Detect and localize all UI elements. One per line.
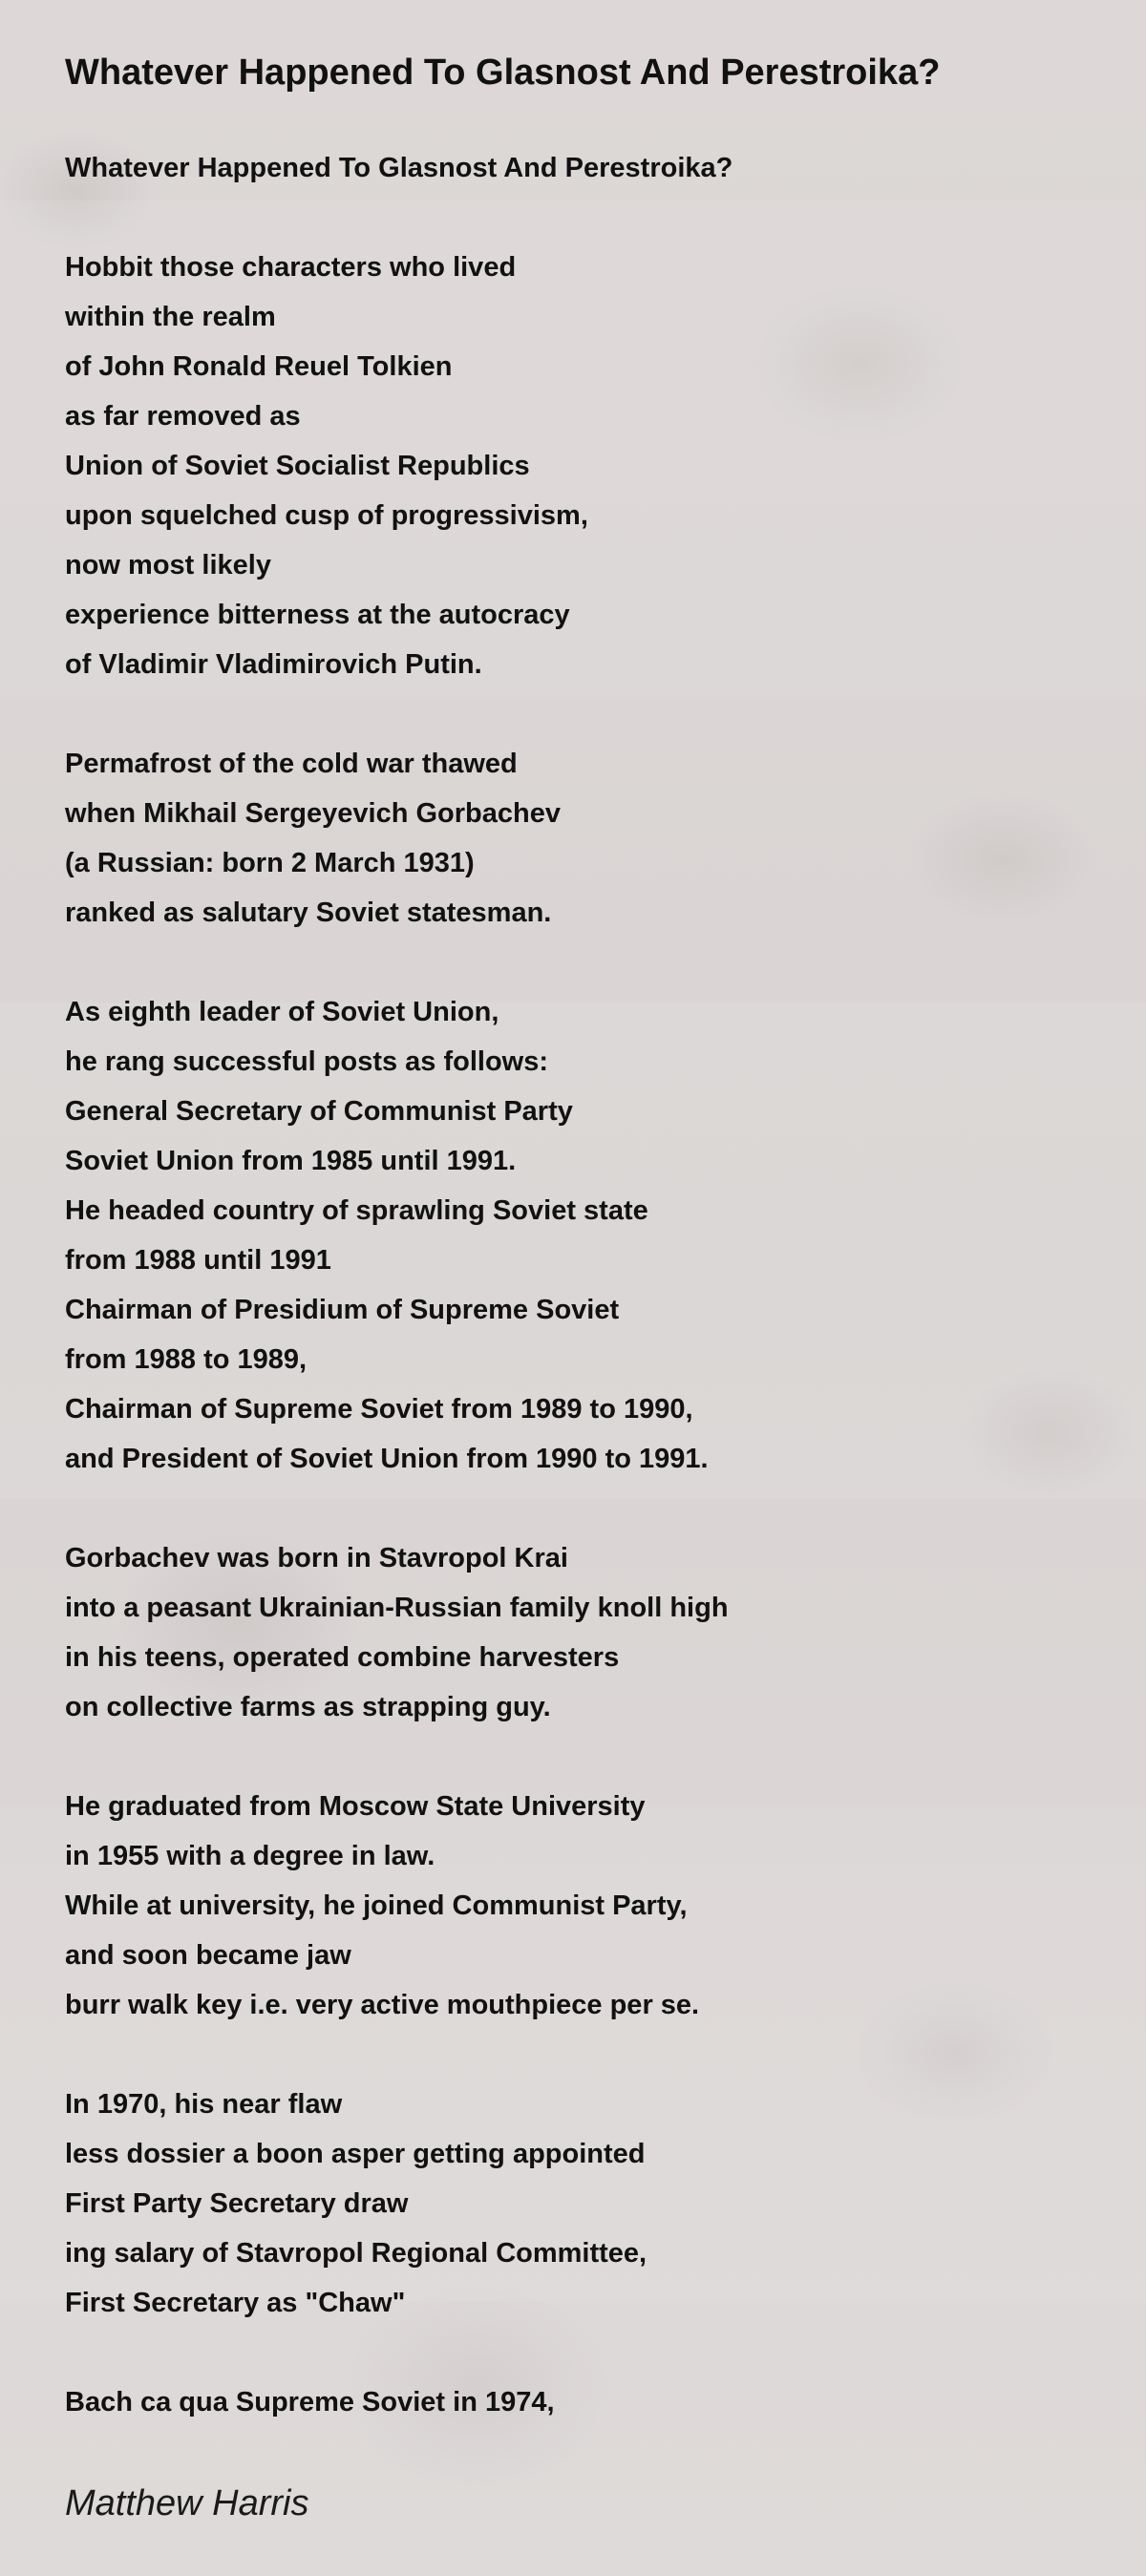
page-title: Whatever Happened To Glasnost And Perestroika?	[65, 53, 941, 93]
poem-line: from 1988 until 1991	[65, 1245, 331, 1276]
poem-line: In 1970, his near flaw	[65, 2089, 343, 2120]
poem-line: and soon became jaw	[65, 1940, 351, 1971]
poem-line: He headed country of sprawling Soviet state	[65, 1195, 648, 1226]
poem-line	[65, 1732, 1115, 1782]
poem-line: of Vladimir Vladimirovich Putin.	[65, 649, 482, 680]
poem-line: He graduated from Moscow State University	[65, 1791, 646, 1822]
poem-line: experience bitterness at the autocracy	[65, 600, 570, 630]
poem-line: as far removed as	[65, 401, 301, 432]
poem-line: Hobbit those characters who lived	[65, 252, 517, 283]
poem-line: from 1988 to 1989,	[65, 1344, 308, 1375]
poem-line	[65, 938, 1115, 987]
poem-line: Soviet Union from 1985 until 1991.	[65, 1146, 517, 1176]
poem-line: Chairman of Presidium of Supreme Soviet	[65, 1295, 620, 1325]
poem-blank-line	[65, 193, 1115, 243]
poem-line: First Secretary as "Chaw"	[65, 2288, 406, 2318]
poem-line	[65, 2328, 1115, 2377]
poem-line: First Party Secretary draw	[65, 2188, 409, 2219]
poem-line: on collective farms as strapping guy.	[65, 1692, 551, 1722]
poem-line: of John Ronald Reuel Tolkien	[65, 351, 453, 382]
poem-line: ing salary of Stavropol Regional Committee,	[65, 2238, 647, 2269]
poem-line: As eighth leader of Soviet Union,	[65, 997, 499, 1027]
poem-line: now most likely	[65, 550, 271, 581]
poem-line: when Mikhail Sergeyevich Gorbachev	[65, 798, 561, 829]
poem-line: ranked as salutary Soviet statesman.	[65, 897, 552, 928]
poem-line: General Secretary of Communist Party	[65, 1096, 573, 1127]
poem-body	[65, 143, 1115, 2427]
poem-line	[65, 689, 1115, 739]
poem-heading: Whatever Happened To Glasnost And Perestroika?	[65, 153, 733, 183]
poem-line	[65, 2030, 1115, 2080]
poem-line: Union of Soviet Socialist Republics	[65, 451, 530, 481]
poem-line: Permafrost of the cold war thawed	[65, 749, 518, 779]
author-name: Matthew Harris	[65, 2483, 309, 2523]
poem-line: into a peasant Ukrainian-Russian family knoll high	[65, 1593, 729, 1623]
poem-line: Bach ca qua Supreme Soviet in 1974,	[65, 2387, 555, 2418]
poem-line: Gorbachev was born in Stavropol Krai	[65, 1543, 568, 1573]
poem-line: While at university, he joined Communist Party,	[65, 1890, 688, 1921]
poem-line: in his teens, operated combine harvesters	[65, 1642, 620, 1673]
poem-line: in 1955 with a degree in law.	[65, 1841, 435, 1871]
poem-line: burr walk key i.e. very active mouthpiece per se.	[65, 1990, 700, 2020]
poem-line: within the realm	[65, 302, 276, 332]
poem-line: he rang successful posts as follows:	[65, 1046, 549, 1077]
poem-line	[65, 1484, 1115, 1533]
poem-line: and President of Soviet Union from 1990 to 1991.	[65, 1444, 709, 1474]
poem-line: Chairman of Supreme Soviet from 1989 to 1990,	[65, 1394, 693, 1425]
poem-line: less dossier a boon asper getting appointed	[65, 2139, 646, 2169]
poem-line: upon squelched cusp of progressivism,	[65, 500, 588, 531]
poem-line: (a Russian: born 2 March 1931)	[65, 848, 475, 878]
